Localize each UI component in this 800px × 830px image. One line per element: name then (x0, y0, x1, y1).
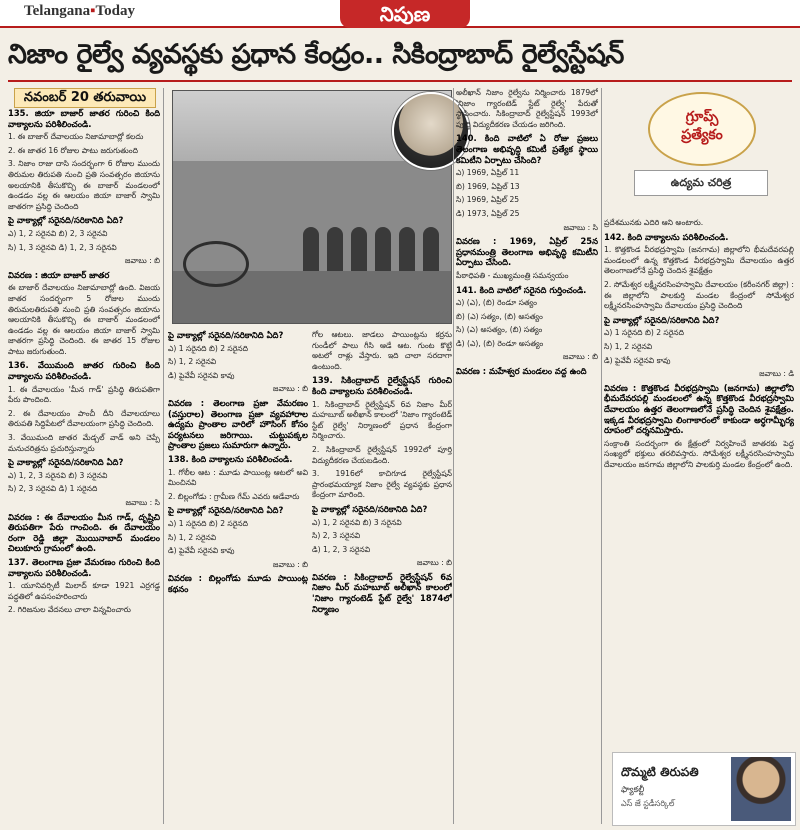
paragraph: 2. గిరిజనుల వేదనలు చాలా విన్నవించారు (8, 605, 131, 615)
author-name: దొమ్మటి తిరుపతి (621, 765, 699, 779)
paragraph: వివరణ : జియా బాజార్ జాతర (8, 269, 110, 280)
paragraph: ఎ) 1 సరైనది బి) 2 సరైనది (604, 328, 684, 338)
paragraph: జవాబు : బి (124, 256, 160, 266)
paragraph: ఎ) 1 సరైనది బి) 2 సరైనది (168, 343, 248, 353)
paragraph: సి) 1, 2 సరైనవి (168, 532, 217, 542)
arch (327, 227, 343, 271)
paragraph: వివరణ : బిల్లంగోడు మూడు పాయింట్ల కథనం (168, 573, 308, 594)
paragraph: జవాబు : బి (272, 559, 308, 569)
paragraph: 1. సికింద్రాబాద్ రైల్వేస్టేషన్ 6వ నిజాం మీర్ మహబూబ్ అలీఖాన్ కాలంలో 'నిజాం గ్యారంటెడ్ స్టేట్ రైల్వే' నిర్మాణంలో ప్రధాన కేంద్రంగా నిర్మించారు. (312, 399, 452, 441)
paragraph: జవాబు : డి (759, 369, 794, 379)
column-divider (163, 88, 164, 824)
paragraph: 135. జియా బాజార్ జాతర గురించి కింది వాక్యాలను పరిశీలించండి. (8, 108, 160, 129)
paragraph: సంక్రాంతి సందర్భంగా ఈ క్షేత్రంలో నిర్వహించే జాతరకు పెద్ద సంఖ్యలో భక్తులు తరలివస్తారు. సోమేశ్వర లక్ష్మీనరసింహస్వామి దేవాలయం జనగామ జిల్లాలోని పాలకుర్తి మండల కేంద్రంలో ఉంది. (604, 438, 794, 469)
paragraph: అలీఖాన్ నిజాం రైల్వేను నిర్మించారు 1879లో 'నిజాం గ్యారంటెడ్ స్టేట్ రైల్వే' పేరుతో స్థాపించారు. సికింద్రాబాద్ రైల్వేస్టేషన్ 1993లో పూర్తి విద్యుదీకరణ చేయడం జరిగింది. (456, 88, 598, 129)
badge-title-line2: ప్రత్యేకం (681, 127, 723, 143)
paragraph: వివరణ : తెలంగాణ ప్రజా వేమరణం (వస్తురాల) తెలంగాణ ప్రజా వ్యవహారాల ఉద్యమ ప్రాంతాల వారిలో హౌసింగ్ కోసం పర్యటనలు జరిగాయి. చుట్టుపక్కల ప్రాంతాల ప్రజలు సుమారుగా ఉన్నారు. (168, 397, 308, 451)
headline-rule (8, 80, 792, 82)
paragraph: 1. ఈ దేవాలయం 'మీన గాడ్' ప్రసిద్ధి తిరుపతిగా పేరు పొందింది. (8, 384, 160, 405)
groups-special-badge (626, 92, 774, 210)
paragraph: వివరణ : మహేశ్వర మండలం వద్ద ఉంది (456, 366, 587, 377)
arch (375, 227, 391, 271)
masthead: నిపుణ (340, 0, 470, 28)
paragraph: జవాబు : బి (562, 352, 598, 362)
paragraph: 138. కింది వాక్యాలను పరిశీలించండి. (168, 453, 293, 464)
paragraph: జవాబు : బి (272, 384, 308, 394)
paragraph: డి) 1973, ఏప్రిల్ 25 (456, 208, 520, 218)
paragraph: వివరణ : సికింద్రాబాద్ రైల్వేస్టేషన్ 6వ నిజాం మీర్ మహబూబ్ అలీఖాన్ కాలంలో 'నిజాం గ్యారంటెడ్ స్టేట్ రైల్వే' 1874లో నిర్మాణం (312, 571, 452, 614)
paragraph: డి) పైవేవీ సరైనవి కావు (168, 370, 235, 380)
paragraph: డి) 1, 2, 3 సరైనవి (312, 544, 371, 554)
paragraph: పై వాక్యాల్లో సరైనది/సరికానిది ఏది? (312, 503, 428, 514)
paragraph: వివరణ : ఈ దేవాలయం మీన గాడ్, దృష్టిచి తిరుపతిగా పేరు గాంచింది. ఈ దేవాలయం రంగా రెడ్డి జిల్లా మొయినాబాద్ మండలం చిలుకూరు గ్రామంలో ఉంది. (8, 511, 160, 554)
arch (399, 227, 415, 271)
paragraph: 1. యూనివర్సిటీ మిలాద్ కూడా 1921 ఎర్రగడ్డ పద్ధతిలో ఉపసంహరించారు (8, 581, 160, 601)
paragraph: వివరణ : 1969, ఏప్రిల్ 25న ప్రధానమంత్రి తెలంగాణ అభివృద్ధి కమిటీని ఏర్పాటు చేసింది. (456, 236, 598, 268)
paragraph: 1. ఈ బాజార్ దేవాలయం నిజామాబాద్లో కలదు (8, 132, 144, 142)
paragraph: సి) 1, 2 సరైనవి (604, 341, 653, 351)
paragraph: జవాబు : సి (563, 222, 598, 232)
paragraph: 137. తెలంగాణ ప్రజా వేమరణం గురించి కింది వాక్యాలను పరిశీలించండి. (8, 556, 160, 578)
paragraph: పై వాక్యాల్లో సరైనది/సరికానిది ఏది? (8, 457, 124, 468)
paragraph: బి) (ఎ) సత్యం, (బి) అసత్యం (456, 311, 543, 321)
column-4 (456, 88, 598, 824)
author-photo (731, 757, 791, 821)
column-1 (8, 108, 160, 824)
paragraph: ఈ బాజార్ దేవాలయం నిజామాబాద్లో ఉంది. విజయ జాతర సందర్భంగా 5 రోజుల ముందు తిరుమలతిరుపతి నుంచి ప్రతి సంవత్సరం జియాను ఆలయానికి తీసుకొచ్చి ఈ బాజార్ మండలంలో ఉండడం వల్ల ఈ ఆలయం జియా బాజార్ స్వామి జాతరగా ప్రసిద్ధి చెందింది. ఈ జాతర 15 రోజుల పాటు జరుగుతుంది. (8, 283, 160, 356)
paragraph: ఎ) 1, 2 సరైనవి బి) 2, 3 సరైనవి (8, 228, 108, 238)
paragraph: 3. నిజాం రాజు దాసి సందర్భంగా 6 రోజుల ముందు తిరుమల తిరుపతి నుంచి ప్రతి సంవత్సరం జియాను అలయానికి తీసుకొచ్చి ఈ బాజార్ మండలంలో ఉండడం వల్ల ఈ ఆలయం జియా బాజార్ స్వామి జాతరగా ప్రసిద్ధి చెందింది (8, 159, 160, 211)
paragraph: సి) 2, 3 సరైనవి డి) 1 సరైనది (8, 484, 98, 494)
badge-title-line1: గ్రూప్స్ (685, 109, 719, 125)
paragraph: డి) (ఎ), (బి) రెండూ అసత్యం (456, 338, 544, 348)
paragraph: పై వాక్యాల్లో సరైనది/సరికానిది ఏది? (168, 330, 284, 340)
arch (303, 227, 319, 271)
arch (423, 227, 439, 271)
column-divider (453, 88, 454, 824)
paragraph: 142. కింది వాక్యాలను పరిశీలించండి. (604, 231, 729, 242)
bullock-cart-wheel (183, 241, 249, 287)
column-divider (601, 88, 602, 824)
column-2 (168, 330, 308, 824)
paragraph: సి) 1, 3 సరైనవి డి) 1, 2, 3 సరైనవి (8, 242, 117, 252)
paragraph: 2. బిల్లంగోడు : గ్రామీణ గేమ్ ఎవరు ఆడేవారు (168, 491, 300, 501)
paragraph: జవాబు : సి (125, 498, 160, 507)
paragraph: ప్రదేశమునకు ఎదిరి ఆని అంటారు. (604, 218, 704, 227)
paragraph: 3. వేయిమంది జాతర మేడ్చల్ వాడ్ అని చెప్పే మనుచరిత్రను ప్రచురిస్తున్నారు (8, 433, 160, 453)
paragraph: పై వాక్యాల్లో సరైనది/సరికానిది ఏది? (604, 314, 720, 325)
paragraph: ఎ) (ఎ), (బి) రెండూ సత్యం (456, 298, 537, 308)
paragraph: 139. సికింద్రాబాద్ రైల్వేస్టేషన్ గురించి కింది వాక్యాలను పరిశీలించండి. (312, 375, 452, 396)
page-headline: నిజాం రైల్వే వ్యవస్థకు ప్రధాన కేంద్రం.. సికింద్రాబాద్ రైల్వేస్టేషన్ (8, 39, 624, 70)
paragraph: ఎ) 1, 2 సరైనవి బి) 3 సరైనవి (312, 517, 402, 527)
paragraph: 141. కింది వాటిలో సరైనది గుర్తించండి. (456, 284, 587, 295)
paragraph: వివరణ : కొత్తకొండ వీరభద్రస్వామి (జనగామ) జిల్లాలోని భీమదేవరపల్లి మండలంలో ఉన్న కొత్తకొండ వీరభద్రస్వామి దేవాలయం ఉత్తర తెలంగాణలోనే ప్రసిద్ధి చెందిన శైవక్షేత్రం. ఇక్కడ వీరభద్రస్వామి లింగాకారంలో కాకుండా అర్ధగామ్భీర్య రూపంలో దర్శనమిస్తారు. (604, 382, 794, 436)
paragraph: ఎ) 1, 2, 3 సరైనవి బి) 3 సరైనవి (8, 470, 108, 480)
paragraph: సి) 1, 2 సరైనవి (168, 357, 217, 367)
paragraph: 140. కింది వాటిలో ఏ రోజు ప్రజలు తెలంగాణ అభివృద్ధి కమిటీ ప్రత్యేక స్థాయి కమిటీని ఏర్పాటు చేసింది? (456, 133, 598, 165)
paragraph: 2. ఈ దేవాలయం పాంచీ దీని దేవాలయాలు తిరుపతి సిద్దిపేటలో దేవాలయంగా ప్రసిద్ధి చెందింది. (8, 408, 160, 429)
column-3 (312, 330, 452, 824)
author-role: ఫ్యాకల్టీ (621, 785, 645, 795)
paragraph: బి) 1969, ఏప్రిల్ 13 (456, 181, 520, 191)
paragraph: 2. ఈ జాతర 16 రోజుల పాటు జరుగుతుంది (8, 145, 138, 155)
paragraph: పై వాక్యాల్లో సరైనది/సరికానిది ఏది? (168, 505, 284, 516)
paragraph: 136. వేయిమంది జాతర గురించి కింది వాక్యాలను పరిశీలించండి. (8, 360, 160, 382)
paragraph: 1. కొత్తకొండ వీరభద్రస్వామి (జనగామ) జిల్లాలోని భీమదేవరపల్లి మండలంలో ఉన్న కొత్తకొండ వీరభద్రస్వామి దేవాలయం ఉత్తర తెలంగాణలోనే ప్రసిద్ధి చెందిన శైవక్షేత్రం (604, 245, 794, 276)
paragraph: పై వాక్యాల్లో సరైనది/సరికానిది ఏది? (8, 215, 124, 226)
paragraph: సి) 1969, ఏప్రిల్ 25 (456, 195, 520, 205)
paragraph: ఎ) 1969, ఏప్రిల్ 11 (456, 168, 520, 178)
badge-subtitle: ఉద్యమ చరిత్ర (634, 170, 768, 196)
arch (351, 227, 367, 271)
paragraph: 2. సోమేశ్వర లక్ష్మీనరసింహస్వామి దేవాలయం (కరీంనగర్ జిల్లా) : ఈ జిల్లాలోని పాలకుర్తి మండల కేంద్రంలో సోమేశ్వర లక్ష్మీనరసింహస్వామి దేవాలయం ప్రసిద్ధి చెందింది (604, 279, 794, 311)
author-institution: ఎస్ జే స్టడీసర్కిల్ (621, 799, 675, 808)
paragraph: సి) (ఎ) అసత్యం, (బి) సత్యం (456, 325, 543, 335)
author-box (612, 752, 796, 826)
paragraph: సి) 2, 3 సరైనవి (312, 531, 361, 541)
paragraph: 2. సికింద్రాబాద్ రైల్వేస్టేషన్ 1992లో పూర్తి విద్యుదీకరణ చేయబడింది. (312, 444, 452, 465)
column-5 (604, 218, 794, 824)
paragraph: 1. గోలీల ఆట : మూడు పాయింట్ల ఆటలో అవి మించినవి (168, 467, 308, 488)
paragraph: ఎ) 1 సరైనది బి) 2 సరైనది (168, 518, 248, 528)
top-bar (0, 0, 800, 28)
badge-title (648, 92, 756, 166)
paragraph: పీఠాధిపతి - ముఖ్యమంత్రి సమన్వయం (456, 270, 569, 280)
paragraph: జవాబు : బి (416, 558, 452, 568)
paragraph: గోల ఆటలు. జాడలు పాయింట్లను కర్రను గుండీలో పాలు గీసి ఆడే ఆట. గుంట కొట్టే అటలో రాళ్లు వేస్తారు. ఇది చాలా సరదాగా ఉంటుంది. (312, 330, 452, 371)
paragraph: డి) పైవేవీ సరైనవి కావు (168, 546, 235, 556)
paragraph: 3. 1916లో కాచిగూడ రైల్వేస్టేషన్ ప్రారంభమయ్యాక నిజాం రైల్వే వ్యవస్థకు ప్రధాన కేంద్రంగా మారింది. (312, 469, 452, 500)
brand-logo: Telangana▪Today (24, 3, 135, 19)
paragraph: డి) పైవేవీ సరైనవి కావు (604, 355, 671, 365)
date-box: నవంబర్ 20 తరువాయి (14, 88, 156, 108)
